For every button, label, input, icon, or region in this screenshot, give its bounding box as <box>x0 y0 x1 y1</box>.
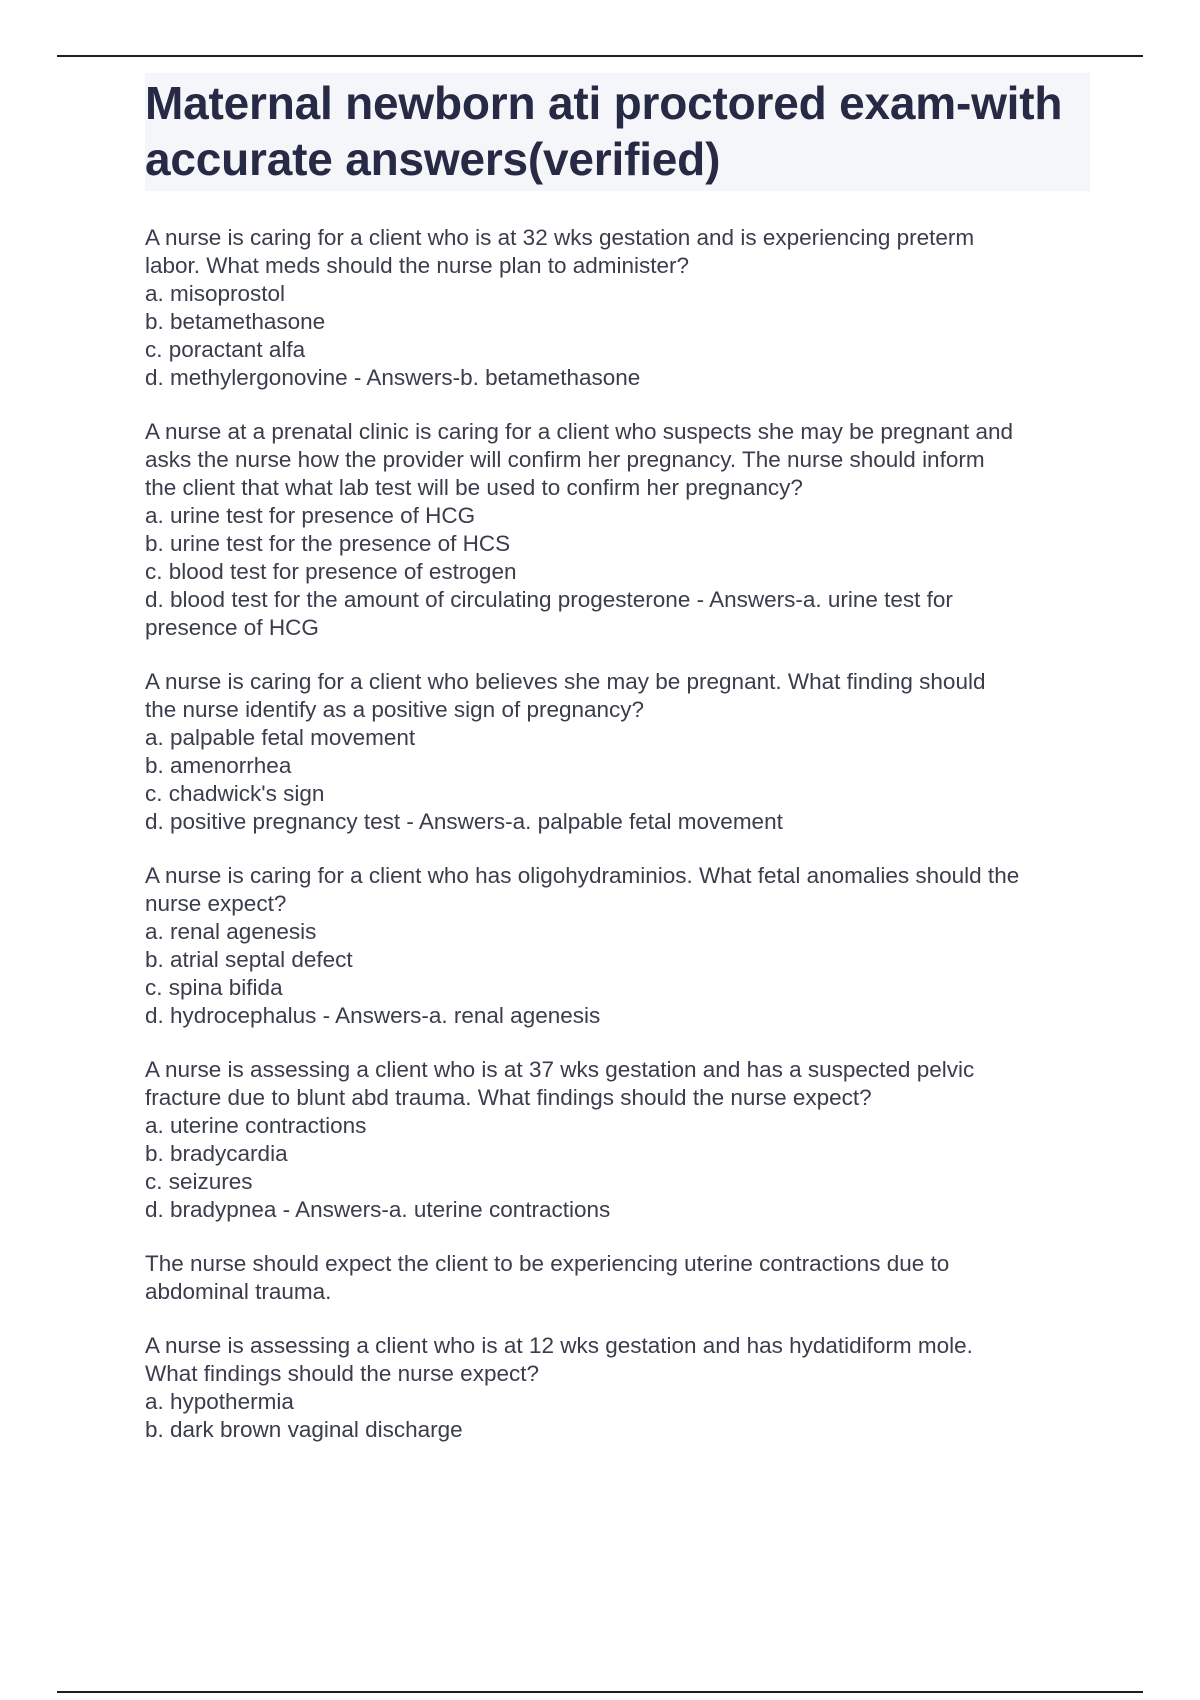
answer-option-with-key: d. methylergonovine - Answers-b. betamethasone <box>145 365 641 390</box>
document-page <box>145 73 1090 1444</box>
answer-option: c. seizures <box>145 1169 253 1194</box>
question-block <box>145 668 1090 836</box>
answer-option: c. spina bifida <box>145 975 283 1000</box>
rationale-text-line: abdominal trauma. <box>145 1279 332 1304</box>
question-block <box>145 1056 1090 1224</box>
question-text-line: A nurse is assessing a client who is at 37 wks gestation and has a suspected pelvic <box>145 1057 975 1082</box>
answer-option: a. hypothermia <box>145 1389 294 1414</box>
question-text-line: asks the nurse how the provider will confirm her pregnancy. The nurse should inform <box>145 447 985 472</box>
bottom-rule <box>57 1691 1143 1693</box>
answer-option: a. urine test for presence of HCG <box>145 503 476 528</box>
question-text-line: fracture due to blunt abd trauma. What findings should the nurse expect? <box>145 1085 872 1110</box>
question-block <box>145 418 1090 642</box>
answer-option: a. uterine contractions <box>145 1113 367 1138</box>
answer-option: a. misoprostol <box>145 281 286 306</box>
answer-option: b. amenorrhea <box>145 753 292 778</box>
top-rule <box>57 55 1143 57</box>
answer-option-with-key: d. bradypnea - Answers-a. uterine contractions <box>145 1197 611 1222</box>
question-text-line: nurse expect? <box>145 891 287 916</box>
answer-option: c. blood test for presence of estrogen <box>145 559 517 584</box>
question-block <box>145 1332 1090 1444</box>
answer-option: b. atrial septal defect <box>145 947 353 972</box>
answer-option: c. poractant alfa <box>145 337 306 362</box>
question-text-line: What findings should the nurse expect? <box>145 1361 539 1386</box>
question-text-line: A nurse is caring for a client who has oligohydraminios. What fetal anomalies should the <box>145 863 1020 888</box>
answer-option-with-key: d. positive pregnancy test - Answers-a. palpable fetal movement <box>145 809 783 834</box>
question-text-line: A nurse is caring for a client who is at 32 wks gestation and is experiencing preterm <box>145 225 975 250</box>
rationale-text-line: The nurse should expect the client to be experiencing uterine contractions due to <box>145 1251 950 1276</box>
question-text-line: A nurse is caring for a client who believes she may be pregnant. What finding should <box>145 669 986 694</box>
rationale-block <box>145 1250 1090 1306</box>
question-text-line: the client that what lab test will be used to confirm her pregnancy? <box>145 475 803 500</box>
answer-option: c. chadwick's sign <box>145 781 325 806</box>
answer-option-with-key: d. hydrocephalus - Answers-a. renal agenesis <box>145 1003 601 1028</box>
answer-option: b. dark brown vaginal discharge <box>145 1417 463 1442</box>
question-text-line: the nurse identify as a positive sign of pregnancy? <box>145 697 645 722</box>
question-text-line: A nurse is assessing a client who is at 12 wks gestation and has hydatidiform mole. <box>145 1333 973 1358</box>
title-banner <box>145 73 1090 191</box>
answer-option: b. betamethasone <box>145 309 326 334</box>
answer-option-with-key: d. blood test for the amount of circulating progesterone - Answers-a. urine test for <box>145 587 953 612</box>
document-title: Maternal newborn ati proctored exam-with accurate answers(verified) <box>145 77 1063 185</box>
question-text-line: A nurse at a prenatal clinic is caring for a client who suspects she may be pregnant and <box>145 419 1013 444</box>
answer-option: b. bradycardia <box>145 1141 288 1166</box>
answer-option: b. urine test for the presence of HCS <box>145 531 511 556</box>
answer-option: a. renal agenesis <box>145 919 317 944</box>
question-block <box>145 862 1090 1030</box>
answer-option: a. palpable fetal movement <box>145 725 416 750</box>
question-text-line: labor. What meds should the nurse plan to administer? <box>145 253 690 278</box>
answer-key-continuation: presence of HCG <box>145 615 319 640</box>
question-block <box>145 224 1090 392</box>
